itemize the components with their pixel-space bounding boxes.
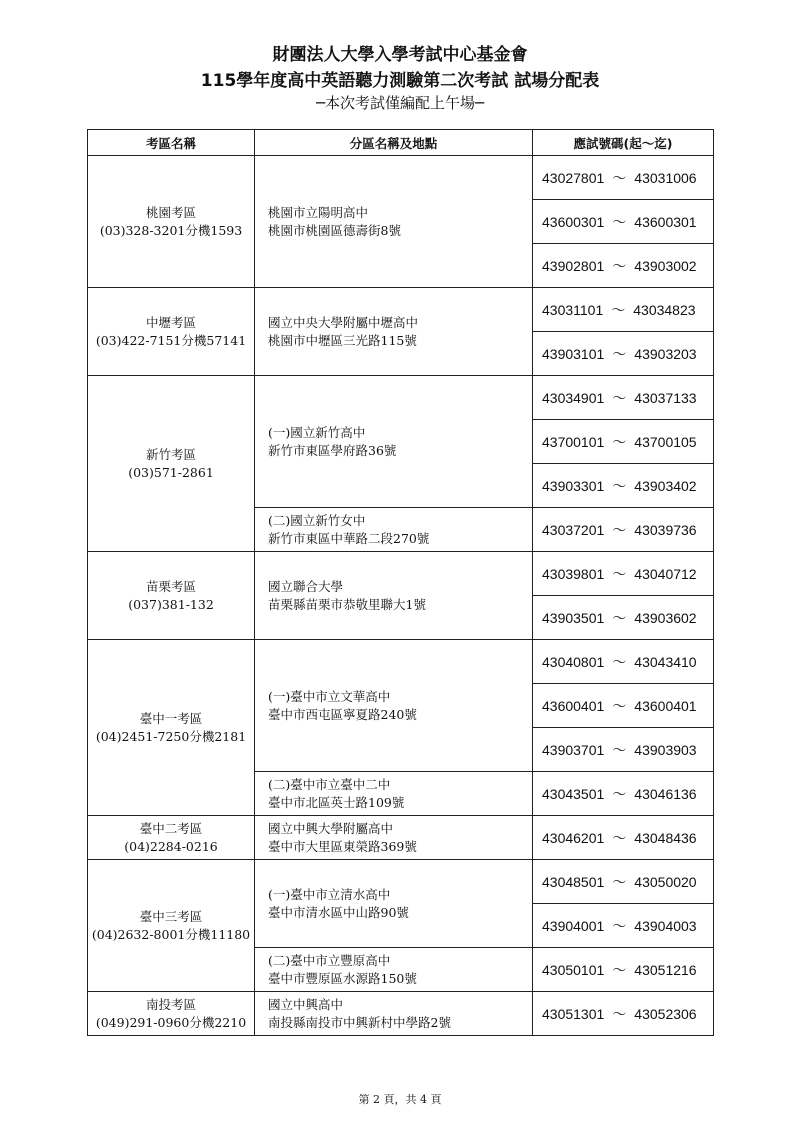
- table-row: [88, 376, 714, 420]
- range-separator: ～: [612, 697, 627, 714]
- range-start: 43034901: [542, 389, 605, 406]
- seat-allocation-table: [87, 129, 714, 1036]
- site-name: (一)臺中市立清水高中: [268, 886, 391, 902]
- zone-name: 桃園考區: [145, 204, 196, 220]
- site-name: (二)臺中市立豐原高中: [268, 952, 391, 968]
- table-row: [88, 860, 714, 904]
- table-header-row: [88, 130, 714, 156]
- range-cell: [533, 156, 714, 200]
- range-separator: ～: [612, 873, 627, 890]
- range-cell: [533, 948, 714, 992]
- site-cell: [255, 376, 533, 508]
- range-start: 43700101: [542, 433, 605, 450]
- range-start: 43903701: [542, 741, 605, 758]
- exam-subtitle: ─本次考試僅編配上午場─: [315, 94, 485, 112]
- range-end: 43600301: [634, 213, 697, 230]
- range-end: 43903203: [634, 345, 697, 362]
- range-start: 43031101: [542, 301, 604, 318]
- site-name: (二)臺中市立臺中二中: [268, 776, 391, 792]
- range-cell: [533, 684, 714, 728]
- column-header-site: 分區名稱及地點: [255, 130, 533, 156]
- range-cell: [533, 860, 714, 904]
- range-end: 43700105: [634, 433, 697, 450]
- range-cell: [533, 640, 714, 684]
- range-end: 43048436: [634, 829, 697, 846]
- site-cell: [255, 772, 533, 816]
- range-end: 43050020: [634, 873, 697, 890]
- table-row: [88, 816, 714, 860]
- range-start: 43037201: [542, 521, 605, 538]
- range-separator: ～: [612, 169, 627, 186]
- range-end: 43034823: [633, 301, 696, 318]
- range-start: 43040801: [542, 653, 605, 670]
- range-separator: ～: [612, 213, 627, 230]
- range-cell: [533, 288, 714, 332]
- range-start: 43043501: [542, 785, 605, 802]
- range-start: 43600301: [542, 213, 605, 230]
- range-cell: [533, 464, 714, 508]
- zone-cell: [88, 992, 255, 1036]
- site-name: 桃園市立陽明高中: [268, 204, 369, 220]
- zone-cell: [88, 552, 255, 640]
- site-address: 臺中市北區英士路109號: [268, 794, 405, 810]
- site-cell: [255, 288, 533, 376]
- range-cell: [533, 772, 714, 816]
- range-end: 43052306: [634, 1005, 697, 1022]
- table-row: [88, 640, 714, 684]
- site-address: 臺中市西屯區寧夏路240號: [268, 706, 417, 722]
- zone-cell: [88, 640, 255, 816]
- range-separator: ～: [612, 257, 627, 274]
- zone-phone: (04)2284-0216: [124, 838, 218, 854]
- site-name: (一)臺中市立文華高中: [268, 688, 391, 704]
- site-cell: [255, 508, 533, 552]
- table-row: [88, 156, 714, 200]
- column-header-range: 應試號碼(起～迄): [533, 130, 714, 156]
- table-row: [88, 552, 714, 596]
- site-address: 新竹市東區中華路二段270號: [268, 530, 430, 546]
- range-end: 43903903: [634, 741, 697, 758]
- zone-cell: [88, 288, 255, 376]
- zone-phone: (03)571-2861: [128, 464, 214, 480]
- site-address: 桃園市中壢區三光路115號: [268, 332, 417, 348]
- range-separator: ～: [612, 433, 627, 450]
- range-separator: ～: [612, 653, 627, 670]
- range-end: 43037133: [634, 389, 697, 406]
- range-start: 43904001: [542, 917, 605, 934]
- range-separator: ～: [612, 345, 627, 362]
- site-name: 國立聯合大學: [268, 578, 344, 594]
- document-title: 財團法人大學入學考試中心基金會: [272, 45, 528, 65]
- range-end: 43600401: [634, 697, 697, 714]
- site-cell: [255, 552, 533, 640]
- site-cell: [255, 816, 533, 860]
- range-start: 43027801: [542, 169, 605, 186]
- site-name: (二)國立新竹女中: [268, 512, 366, 528]
- table-body: [88, 156, 714, 1036]
- site-address: 新竹市東區學府路36號: [268, 442, 397, 458]
- column-header-zone: 考區名稱: [88, 130, 255, 156]
- range-start: 43903501: [542, 609, 605, 626]
- table-row: [88, 288, 714, 332]
- zone-name: 臺中三考區: [139, 908, 203, 924]
- site-name: 國立中興大學附屬高中: [268, 820, 394, 836]
- zone-phone: (049)291-0960分機2210: [95, 1014, 247, 1030]
- range-cell: [533, 332, 714, 376]
- range-start: 43903101: [542, 345, 605, 362]
- site-cell: [255, 992, 533, 1036]
- site-cell: [255, 860, 533, 948]
- range-end: 43043410: [634, 653, 697, 670]
- range-end: 43904003: [634, 917, 697, 934]
- zone-name: 中壢考區: [145, 314, 196, 330]
- zone-cell: [88, 816, 255, 860]
- range-start: 43902801: [542, 257, 605, 274]
- range-cell: [533, 992, 714, 1036]
- range-start: 43051301: [542, 1005, 605, 1022]
- zone-name: 苗栗考區: [145, 578, 196, 594]
- range-separator: ～: [612, 521, 627, 538]
- site-address: 苗栗縣苗栗市恭敬里聯大1號: [268, 596, 426, 612]
- range-cell: [533, 200, 714, 244]
- zone-phone: (04)2632-8001分機11180: [91, 926, 251, 942]
- range-end: 43031006: [634, 169, 697, 186]
- zone-phone: (03)422-7151分機57141: [95, 332, 247, 348]
- zone-name: 南投考區: [145, 996, 196, 1012]
- range-end: 43046136: [634, 785, 697, 802]
- range-cell: [533, 816, 714, 860]
- range-start: 43046201: [542, 829, 605, 846]
- range-end: 43903602: [634, 609, 697, 626]
- range-cell: [533, 904, 714, 948]
- range-start: 43050101: [542, 961, 605, 978]
- range-end: 43051216: [634, 961, 697, 978]
- zone-cell: [88, 860, 255, 992]
- range-end: 43903002: [634, 257, 697, 274]
- page-footer: 第 2 頁，共 4 頁: [358, 1093, 442, 1106]
- range-end: 43040712: [634, 565, 697, 582]
- zone-phone: (037)381-132: [128, 596, 214, 612]
- site-address: 桃園市桃園區德壽街8號: [268, 222, 401, 238]
- range-end: 43903402: [634, 477, 697, 494]
- range-separator: ～: [612, 741, 627, 758]
- range-separator: ～: [612, 565, 627, 582]
- range-separator: ～: [612, 829, 627, 846]
- zone-name: 新竹考區: [145, 446, 196, 462]
- site-address: 臺中市清水區中山路90號: [268, 904, 409, 920]
- range-start: 43048501: [542, 873, 605, 890]
- zone-name: 臺中二考區: [139, 820, 203, 836]
- zone-phone: (04)2451-7250分機2181: [95, 728, 247, 744]
- range-start: 43039801: [542, 565, 605, 582]
- range-cell: [533, 552, 714, 596]
- range-cell: [533, 376, 714, 420]
- range-separator: ～: [612, 1005, 627, 1022]
- site-name: 國立中興高中: [268, 996, 344, 1012]
- table-row: [88, 992, 714, 1036]
- range-separator: ～: [612, 389, 627, 406]
- range-start: 43903301: [542, 477, 605, 494]
- zone-cell: [88, 376, 255, 552]
- range-separator: ～: [612, 609, 627, 626]
- range-separator: ～: [612, 785, 627, 802]
- site-name: (一)國立新竹高中: [268, 424, 366, 440]
- range-cell: [533, 728, 714, 772]
- range-cell: [533, 420, 714, 464]
- zone-cell: [88, 156, 255, 288]
- range-separator: ～: [612, 917, 627, 934]
- range-separator: ～: [611, 301, 626, 318]
- site-name: 國立中央大學附屬中壢高中: [268, 314, 419, 330]
- range-cell: [533, 244, 714, 288]
- range-cell: [533, 596, 714, 640]
- range-end: 43039736: [634, 521, 697, 538]
- zone-phone: (03)328-3201分機1593: [99, 222, 243, 238]
- range-cell: [533, 508, 714, 552]
- site-cell: [255, 640, 533, 772]
- range-separator: ～: [612, 477, 627, 494]
- range-start: 43600401: [542, 697, 605, 714]
- site-address: 南投縣南投市中興新村中學路2號: [268, 1014, 451, 1030]
- site-address: 臺中市大里區東榮路369號: [268, 838, 417, 854]
- site-cell: [255, 156, 533, 288]
- site-cell: [255, 948, 533, 992]
- range-separator: ～: [612, 961, 627, 978]
- zone-name: 臺中一考區: [139, 710, 203, 726]
- site-address: 臺中市豐原區水源路150號: [268, 970, 417, 986]
- exam-title: 115學年度高中英語聽力測驗第二次考試 試場分配表: [200, 71, 600, 91]
